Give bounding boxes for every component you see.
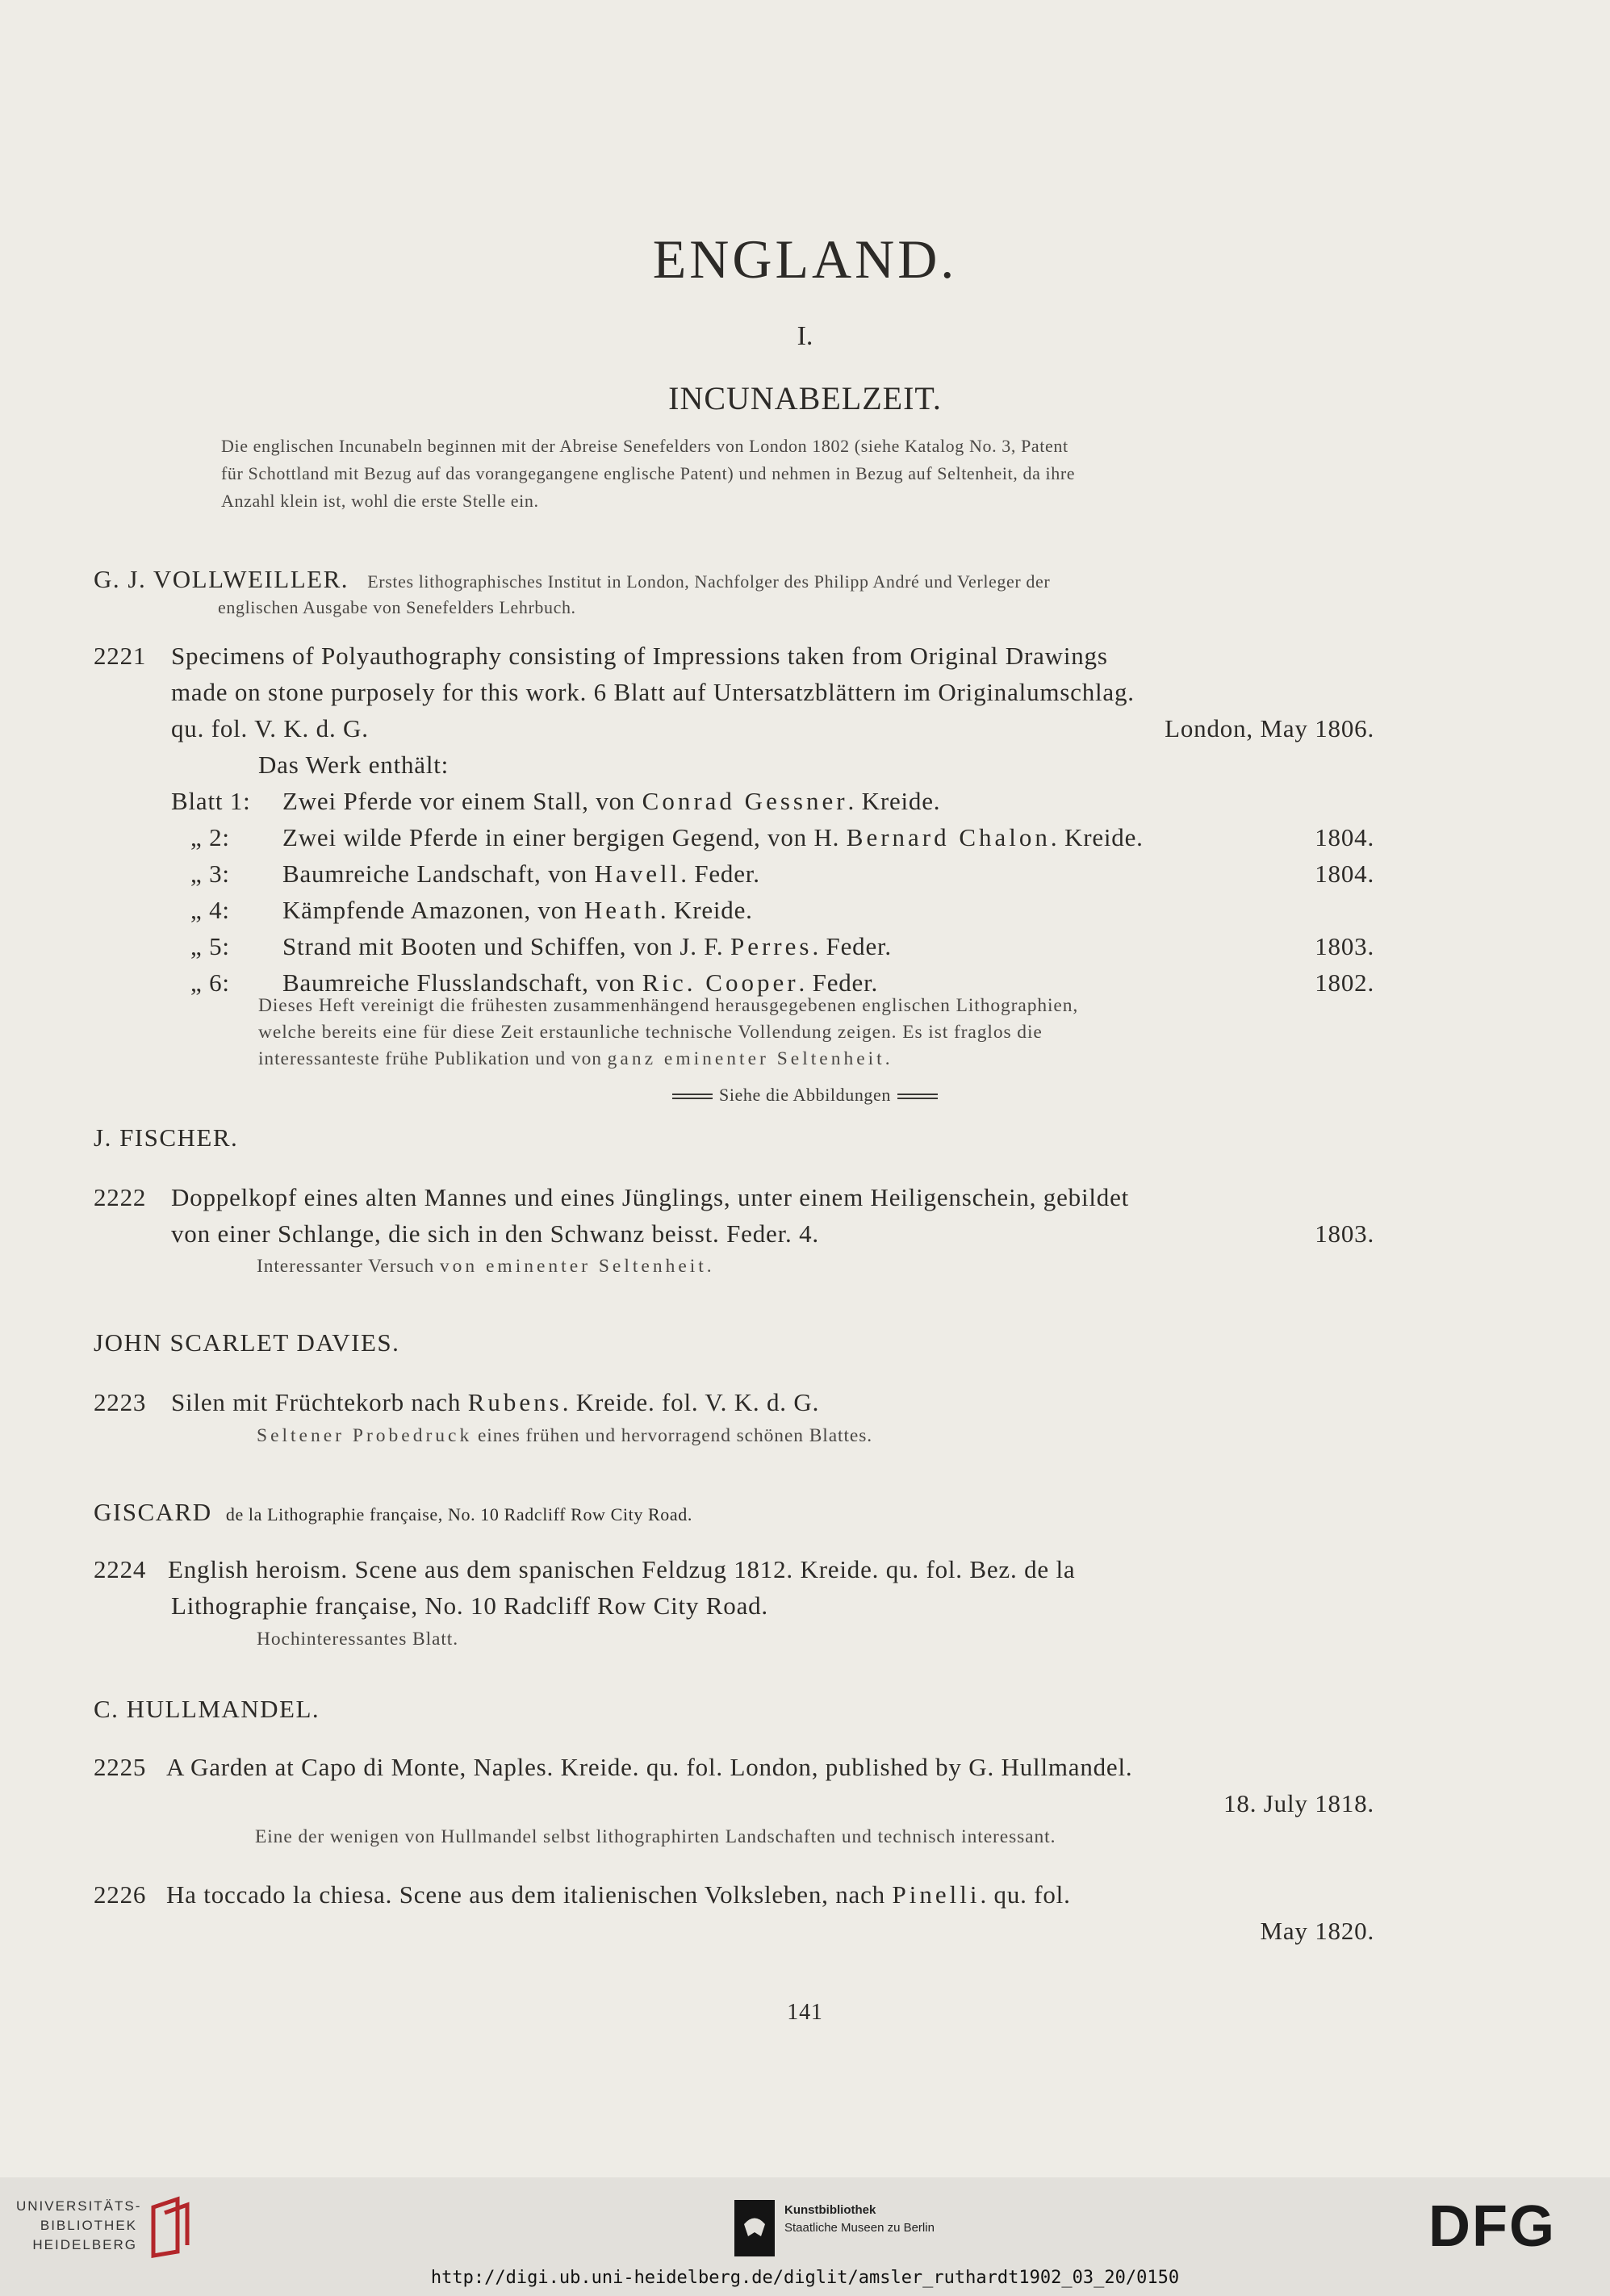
artist-giscard: GISCARD de la Lithographie française, No. 10 Radcliff Row City Road.: [94, 1498, 692, 1526]
permalink-url[interactable]: http://digi.ub.uni-heidelberg.de/diglit/amsler_ruthardt1902_03_20/0150: [430, 2268, 1180, 2288]
entry-2221-contains: Das Werk enthält:: [258, 751, 450, 779]
sheet-label: „ 3:: [190, 859, 230, 888]
sheet-label: „ 2:: [190, 823, 230, 851]
sheet-year: 1804.: [1315, 859, 1374, 888]
sheet-label: Blatt 1:: [171, 787, 251, 815]
entry-2225-date: 18. July 1818.: [1223, 1789, 1374, 1817]
entry-2225-line-1: A Garden at Capo di Monte, Naples. Kreide. qu. fol. London, published by G. Hullmandel.: [166, 1753, 1133, 1781]
sheet-year: 1804.: [1315, 823, 1374, 851]
entry-number: 2224: [94, 1555, 147, 1583]
footer-bar: [0, 2177, 1610, 2296]
sheet-item: Zwei wilde Pferde in einer bergigen Gegend, von H. Bernard Chalon. Kreide.: [282, 823, 1144, 851]
entry-2221-line-3: qu. fol. V. K. d. G.: [171, 714, 369, 742]
page-heading: ENGLAND.: [652, 228, 958, 290]
sheet-item: Baumreiche Landschaft, von Havell. Feder.: [282, 859, 760, 888]
sheet-label: „ 6:: [190, 968, 230, 997]
entry-2226-date: May 1820.: [1260, 1917, 1374, 1945]
see-illustrations: Siehe die Abbildungen: [0, 1085, 1610, 1106]
entry-2221-note-3: interessanteste frühe Publikation und von ganz eminenter Seltenheit.: [258, 1048, 893, 1069]
entry-number: 2223: [94, 1388, 147, 1416]
university-library-logo[interactable]: UNIVERSITÄTS- BIBLIOTHEK HEIDELBERG: [16, 2198, 142, 2252]
entry-2225-note: Eine der wenigen von Hullmandel selbst lithographirten Landschaften und technisch interessant.: [255, 1826, 1056, 1847]
entry-2221-line-1: Specimens of Polyauthography consisting of Impressions taken from Original Drawings: [171, 642, 1108, 670]
double-rule: [672, 1094, 713, 1099]
double-rule: [897, 1094, 938, 1099]
sheet-label: „ 5:: [190, 932, 230, 960]
entry-number: 2226: [94, 1880, 147, 1909]
kunstbibliothek-eagle-icon: [734, 2200, 775, 2256]
entry-2223-note: Seltener Probedruck eines frühen und hervorragend schönen Blattes.: [257, 1425, 873, 1446]
entry-2221-note-2: welche bereits eine für diese Zeit erstaunliche technische Vollendung zeigen. Es ist fraglos die: [258, 1022, 1043, 1043]
kunstbibliothek-logo[interactable]: Kunstbibliothek Staatliche Museen zu Berlin: [784, 2203, 935, 2235]
entry-2222-note: Interessanter Versuch von eminenter Seltenheit.: [257, 1256, 715, 1277]
intro-line-2: für Schottland mit Bezug auf das vorangegangene englische Patent) und nehmen in Bezug auf Seltenheit, da ihre: [221, 463, 1076, 483]
section-number: I.: [797, 321, 813, 351]
entry-2221-date: London, May 1806.: [1165, 714, 1374, 742]
entry-2222-year: 1803.: [1315, 1219, 1374, 1248]
intro-line-3: Anzahl klein ist, wohl die erste Stelle ein.: [221, 491, 539, 511]
artist-vollweiller: [94, 565, 1050, 594]
intro-line-1: Die englischen Incunabeln beginnen mit der Abreise Senefelders von London 1802 (siehe Katalog No. 3, Patent: [221, 436, 1068, 456]
entry-2222-line-1: Doppelkopf eines alten Mannes und eines Jünglings, unter einem Heiligenschein, gebildet: [171, 1183, 1130, 1211]
sheet-item: Kämpfende Amazonen, von Heath. Kreide.: [282, 896, 753, 924]
university-library-emblem-icon: [145, 2195, 194, 2260]
entry-number: 2221: [94, 642, 147, 670]
entry-2226-line-1: Ha toccado la chiesa. Scene aus dem italienischen Volksleben, nach Pinelli. qu. fol.: [166, 1880, 1071, 1909]
entry-2221-line-2: made on stone purposely for this work. 6 Blatt auf Untersatzblättern im Originalumschlag.: [171, 678, 1135, 706]
entry-number: 2222: [94, 1183, 147, 1211]
dfg-logo[interactable]: DFG: [1428, 2194, 1556, 2259]
entry-2223-line-1: Silen mit Früchtekorb nach Rubens. Kreide. fol. V. K. d. G.: [171, 1388, 820, 1416]
artist-name: G. J. VOLLWEILLER.: [94, 565, 349, 593]
entry-2222-line-2: von einer Schlange, die sich in den Schwanz beisst. Feder. 4.: [171, 1219, 819, 1248]
artist-note-2: englischen Ausgabe von Senefelders Lehrbuch.: [218, 597, 576, 617]
sheet-label: „ 4:: [190, 896, 230, 924]
artist-davies: JOHN SCARLET DAVIES.: [94, 1328, 400, 1357]
entry-2224-note: Hochinteressantes Blatt.: [257, 1629, 459, 1650]
sheet-item: Baumreiche Flusslandschaft, von Ric. Cooper. Feder.: [282, 968, 879, 997]
artist-note: Erstes lithographisches Institut in London, Nachfolger des Philipp André und Verleger der: [367, 571, 1051, 592]
entry-number: 2225: [94, 1753, 147, 1781]
sheet-year: 1803.: [1315, 932, 1374, 960]
page-number: 141: [787, 2000, 823, 2025]
entry-2221-note-1: Dieses Heft vereinigt die frühesten zusammenhängend herausgegebenen englischen Lithographien,: [258, 995, 1079, 1016]
artist-fischer: J. FISCHER.: [94, 1123, 239, 1152]
artist-hullmandel: C. HULLMANDEL.: [94, 1695, 320, 1723]
entry-2224-line-2: Lithographie française, No. 10 Radcliff Row City Road.: [171, 1591, 768, 1620]
entry-2224-line-1: English heroism. Scene aus dem spanischen Feldzug 1812. Kreide. qu. fol. Bez. de la: [168, 1555, 1076, 1583]
sheet-year: 1802.: [1315, 968, 1374, 997]
sheet-item: Strand mit Booten und Schiffen, von J. F. Perres. Feder.: [282, 932, 892, 960]
sheet-item: Zwei Pferde vor einem Stall, von Conrad Gessner. Kreide.: [282, 787, 941, 815]
section-title: INCUNABELZEIT.: [668, 380, 942, 416]
